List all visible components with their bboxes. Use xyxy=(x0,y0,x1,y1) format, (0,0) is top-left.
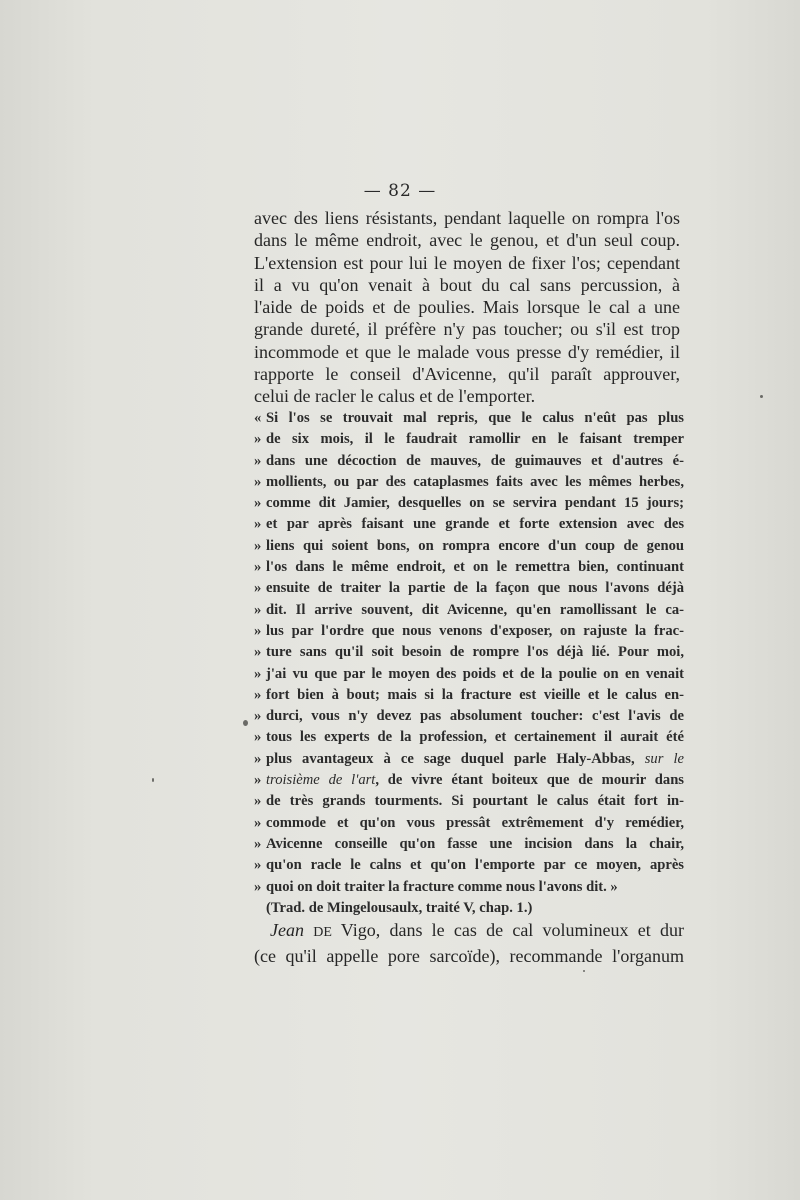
quote-text: ture sans qu'il soit besoin de rompre l'os déjà lié. Pour moi, xyxy=(266,644,684,661)
quote-text: plus avantageux à ce sage duquel parle Haly-Abbas, xyxy=(266,750,645,767)
quote-text: liens qui soient bons, on rompra encore d'un coup de genou xyxy=(266,537,684,554)
quote-mark: » xyxy=(254,601,262,618)
quote-mark: » xyxy=(254,814,262,831)
quote-mark: » xyxy=(254,431,262,448)
quote-mark: » xyxy=(254,772,262,789)
quote-text: durci, vous n'y devez pas absolument toucher: c'est l'avis de xyxy=(266,708,684,725)
quote-text: l'os dans le même endroit, et on le remettra bien, continuant xyxy=(266,559,684,576)
quote-mark: » xyxy=(254,857,262,874)
quote-line xyxy=(254,813,684,834)
quote-line xyxy=(254,493,684,514)
quote-mark: » xyxy=(254,708,262,725)
quote-mark: » xyxy=(254,495,262,512)
quote-text: (Trad. de Mingelousaulx, traité V, chap. 1.) xyxy=(266,899,533,916)
quote-text: fort bien à bout; mais si la fracture est vieille et le calus en- xyxy=(266,686,684,703)
quote-text: Si l'os se trouvait mal repris, que le calus n'eût pas plus xyxy=(266,410,684,426)
quote-text: Avicenne conseille qu'on fasse une incision dans la chair, xyxy=(266,835,684,852)
quote-mark: » xyxy=(254,686,262,703)
page-number: — 82 — xyxy=(363,181,437,201)
body-line: incommode et que le malade vous presse d'y remédier, il xyxy=(254,341,680,362)
quote-line xyxy=(254,727,684,748)
closing-paragraph xyxy=(254,919,684,968)
body-line: grande dureté, il préfère n'y pas toucher; ou s'il est trop xyxy=(254,319,680,340)
quote-text: mollients, ou par des cataplasmes faits avec les mêmes herbes, xyxy=(266,473,684,490)
quote-line xyxy=(254,685,684,706)
quote-text: ensuite de traiter la partie de la façon que nous l'avons déjà xyxy=(266,580,684,597)
body-line: L'extension est pour lui le moyen de fixer l'os; cependant xyxy=(254,252,680,273)
body-paragraph xyxy=(254,207,680,408)
quote-mark: « xyxy=(254,410,262,426)
quote-line xyxy=(254,834,684,855)
closing-line-1 xyxy=(254,919,684,945)
quote-mark: » xyxy=(254,644,262,661)
quote-text: comme dit Jamier, desquelles on se servira pendant 15 jours; xyxy=(266,495,684,512)
quote-text: de très grands tourments. Si pourtant le calus était fort in- xyxy=(266,793,684,810)
quote-italic-text: troisième de l'art xyxy=(266,772,376,789)
quote-line xyxy=(254,664,684,685)
quote-mark: » xyxy=(254,559,262,576)
quote-text: tous les experts de la profession, et certainement il aurait été xyxy=(266,729,684,746)
ink-speck xyxy=(152,778,154,782)
quote-line xyxy=(254,514,684,535)
author-particle: DE xyxy=(313,925,332,940)
author-last-name: Vigo xyxy=(340,920,376,940)
quote-mark: » xyxy=(254,729,262,746)
quote-mark: » xyxy=(254,835,262,852)
quote-text: commode et qu'on vous pressât extrêmement d'y remédier, xyxy=(266,814,684,831)
body-line: l'aide de poids et de poulies. Mais lorsque le cal a une xyxy=(254,297,680,318)
quote-mark: » xyxy=(254,878,262,895)
quote-line xyxy=(254,536,684,557)
quote-mark: » xyxy=(254,580,262,597)
quote-mark: » xyxy=(254,473,262,490)
ink-speck xyxy=(243,720,248,726)
quote-italic-text: sur le xyxy=(644,750,684,767)
quote-line xyxy=(254,408,684,429)
quote-text: quoi on doit traiter la fracture comme nous l'avons dit. » xyxy=(266,878,618,895)
body-line: avec des liens résistants, pendant laquelle on rompra l'os xyxy=(254,208,680,228)
quote-line xyxy=(254,429,684,450)
quote-mark: » xyxy=(254,793,262,810)
quote-mark: » xyxy=(254,622,262,639)
quote-line xyxy=(254,770,684,791)
closing-line-1-rest: , dans le cas de cal volumineux et dur xyxy=(375,920,684,940)
quote-mark: » xyxy=(254,750,262,767)
quote-text: et par après faisant une grande et forte extension avec des xyxy=(266,516,684,533)
quote-mark: » xyxy=(254,537,262,554)
quote-text: j'ai vu que par le moyen des poids et de la poulie on en venait xyxy=(266,665,684,682)
quote-line xyxy=(254,451,684,472)
quotation-block xyxy=(254,408,684,919)
quote-line xyxy=(254,578,684,599)
quote-line xyxy=(254,877,684,898)
quote-line xyxy=(254,749,684,770)
body-line: rapporte le conseil d'Avicenne, qu'il paraît approuver, xyxy=(254,364,680,385)
quote-line xyxy=(254,642,684,663)
quote-line xyxy=(254,600,684,621)
quote-line xyxy=(254,557,684,578)
body-line: il a vu qu'on venait à bout du cal sans percussion, à xyxy=(254,274,680,295)
quote-line xyxy=(254,791,684,812)
ink-speck xyxy=(583,970,585,972)
quote-line xyxy=(254,706,684,727)
body-line: dans le même endroit, avec le genou, et d'un seul coup. xyxy=(254,230,680,251)
closing-line-2: (ce qu'il appelle pore sarcoïde), recommande l'organum xyxy=(254,945,684,966)
quote-text: dans une décoction de mauves, de guimauves et d'autres é- xyxy=(266,452,684,469)
quote-text: de six mois, il le faudrait ramollir en le faisant tremper xyxy=(266,431,684,448)
quote-text: qu'on racle le calns et qu'on l'emporte par ce moyen, après xyxy=(266,857,684,874)
quote-mark: » xyxy=(254,516,262,533)
quote-line xyxy=(254,621,684,642)
ink-speck xyxy=(760,395,763,398)
quote-mark: » xyxy=(254,452,262,469)
body-line: celui de racler le calus et de l'emporter. xyxy=(254,386,536,407)
quote-text: dit. Il arrive souvent, dit Avicenne, qu'en ramollissant le ca- xyxy=(266,601,684,618)
quote-text: lus par l'ordre que nous venons d'exposer, on rajuste la frac- xyxy=(266,622,684,639)
quote-text: , de vivre étant boiteux que de mourir dans xyxy=(375,772,684,789)
quote-line xyxy=(254,472,684,493)
quote-mark: » xyxy=(254,665,262,682)
author-first-name: Jean xyxy=(270,920,304,940)
quote-line xyxy=(254,855,684,876)
quote-line xyxy=(254,898,684,919)
